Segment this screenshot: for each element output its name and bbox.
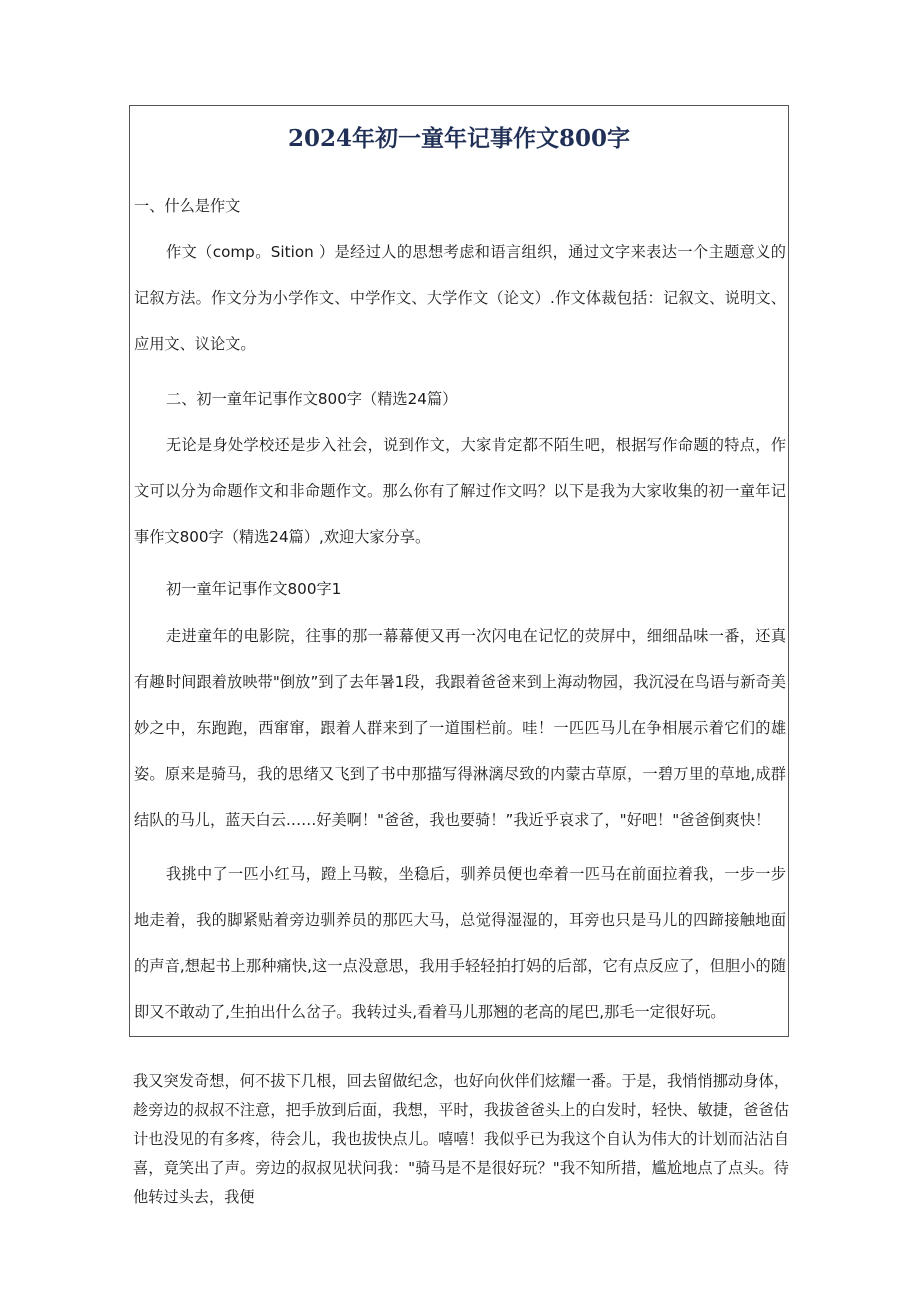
document-title: 2024年初一童年记事作文800字: [287, 125, 631, 152]
intro-paragraph: 无论是身处学校还是步入社会，说到作文，大家肯定都不陌生吧，根据写作命题的特点，作文可以分为命题作文和非命题作文。那么你有了解过作文吗？以下是我为大家收集的初一童年记事作文800字（精选24篇）,欢迎大家分享。: [134, 436, 786, 546]
section1-heading: 一、什么是作文: [134, 197, 241, 215]
essay-title: 初一童年记事作文800字1: [166, 580, 342, 598]
paragraph-4: 我又突发奇想，何不拔下几根，回去留做纪念，也好向伙伴们炫耀一番。于是，我悄悄挪动身体，趁旁边的叔叔不注意，把手放到后面，我想，平时，我拔爸爸头上的白发时，轻快、敏捷，爸爸估计也没见的有多疼，待会儿，我也拔快点儿。嘻嘻！我似乎已为我这个自认为伟大的计划而沾沾自喜，竟笑出了声。旁边的叔叔见状问我："骑马是不是很好玩？"我不知所措，尴尬地点了点头。待他转过头去，我便: [133, 1072, 789, 1206]
paragraph-1: 走进童年的电影院，往事的那一幕幕便又再一次闪电在记忆的荧屏中，细细品味一番，还真有趣！: [134, 627, 786, 691]
section2-heading: 二、初一童年记事作文800字（精选24篇）: [166, 390, 458, 408]
document-frame: [129, 105, 789, 1037]
paragraph-2: 时间跟着放映带"倒放”到了去年暑1段，我跟着爸爸来到上海动物园，我沉浸在鸟语与新奇美妙之中，东跑跑，西窜窜，跟着人群来到了一道围栏前。哇！一匹匹马儿在争相展示着它们的雄姿。原来是骑马，我的思绪又飞到了书中那描写得淋漓尽致的内蒙古草原，一碧万里的草地,成群结队的马儿，蓝天白云……好美啊！"爸爸，我也要骑！”我近乎哀求了，"好吧！"爸爸倒爽快！: [134, 673, 786, 829]
section1-body: 作文（comp。Sition ）是经过人的思想考虑和语言组织，通过文字来表达一个主题意义的记叙方法。作文分为小学作文、中学作文、大学作文（论文）.作文体裁包括：记叙文、说明文、应用文、议论文。: [134, 243, 786, 353]
paragraph-3: 我挑中了一匹小红马，蹬上马鞍，坐稳后，驯养员便也牵着一匹马在前面拉着我，一步一步地走着，我的脚紧贴着旁边驯养员的那匹大马，总觉得湿湿的，耳旁也只是马儿的四蹄接触地面的声音,想起书上那种痛快,这一点没意思，我用手轻轻拍打妈的后部，它有点反应了，但胆小的随即又不敢动了,生拍出什么岔子。我转过头,看着马儿那翘的老高的尾巴,那毛一定很好玩。: [134, 865, 786, 1021]
